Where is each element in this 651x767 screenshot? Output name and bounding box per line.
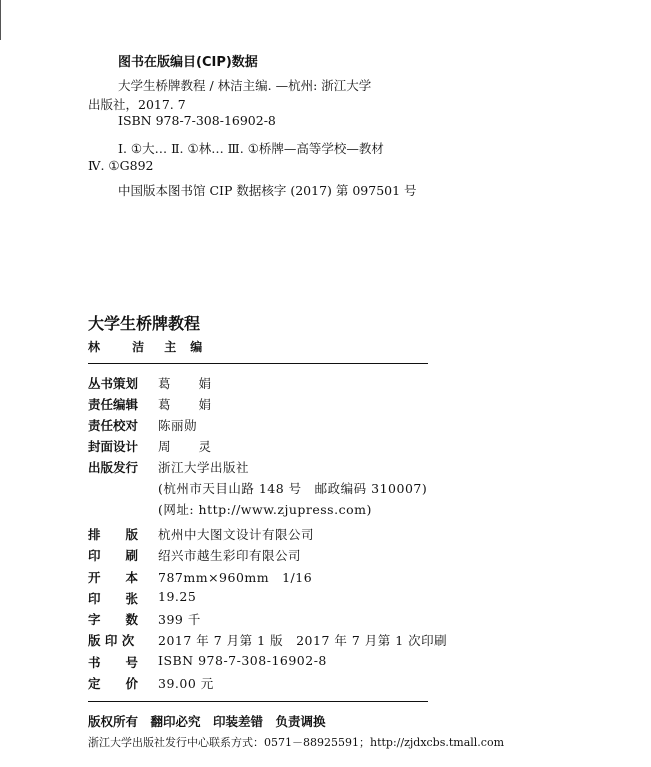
cip-publisher-line: 出版社，2017. 7 — [88, 97, 186, 112]
credit-label: 印 刷 — [88, 548, 139, 563]
credit-label: 责任编辑 — [88, 397, 139, 412]
cip-title-line: 大学生桥牌教程 / 林洁主编. —杭州: 浙江大学 — [118, 78, 372, 93]
credit-value: 葛 娟 — [158, 376, 223, 391]
cip-classification: Ⅳ. ①G892 — [88, 158, 154, 173]
credit-label: 书 号 — [88, 655, 139, 670]
cip-subjects: Ⅰ. ①大… Ⅱ. ①林… Ⅲ. ①桥牌—高等学校—教材 — [118, 141, 384, 156]
cip-record-number: 中国版本图书馆 CIP 数据核字 (2017) 第 097501 号 — [118, 183, 417, 198]
credit-label: 定 价 — [88, 676, 139, 691]
credit-label: 版 印 次 — [88, 633, 135, 648]
credit-label: 责任校对 — [88, 418, 139, 433]
credit-label: 出版发行 — [88, 460, 139, 475]
credit-value: 787mm×960mm 1/16 — [158, 570, 313, 585]
credit-value: 绍兴市越生彩印有限公司 — [158, 548, 302, 563]
credit-label: 开 本 — [88, 570, 139, 585]
cip-isbn: ISBN 978-7-308-16902-8 — [118, 113, 276, 128]
editor-name: 林 洁 — [88, 340, 159, 354]
credit-label: 印 张 — [88, 591, 139, 606]
credit-value: 葛 娟 — [158, 397, 223, 412]
page-corner-mark — [0, 0, 1, 40]
contact-info: 浙江大学出版社发行中心联系方式：0571－88925591；http://zjdxcbs.tmall.com — [88, 736, 505, 749]
credit-value: (杭州市天目山路 148 号 邮政编码 310007) — [158, 481, 428, 496]
credit-value: ISBN 978-7-308-16902-8 — [158, 653, 327, 668]
credit-value: 399 千 — [158, 612, 201, 627]
credit-value: 浙江大学出版社 — [158, 460, 250, 475]
credit-value: 周 灵 — [158, 439, 223, 454]
credit-value: 杭州中大图文设计有限公司 — [158, 527, 315, 542]
book-title: 大学生桥牌教程 — [88, 314, 201, 333]
credit-label: 封面设计 — [88, 439, 139, 454]
cip-heading: 图书在版编目(CIP)数据 — [118, 55, 258, 70]
bottom-rule — [88, 701, 428, 702]
editor-line — [88, 338, 216, 355]
credit-label: 排 版 — [88, 527, 139, 542]
rights-notice: 版权所有 翻印必究 印装差错 负责调换 — [88, 714, 326, 729]
editor-role: 主编 — [164, 340, 217, 354]
credit-value: 19.25 — [158, 589, 197, 604]
credit-value: 2017 年 7 月第 1 版 2017 年 7 月第 1 次印刷 — [158, 633, 448, 648]
credit-value: 陈丽勋 — [158, 418, 198, 433]
credit-label: 丛书策划 — [88, 376, 139, 391]
credit-value: 39.00 元 — [158, 676, 214, 691]
top-rule — [88, 363, 428, 364]
credit-label: 字 数 — [88, 612, 139, 627]
credit-value: (网址: http://www.zjupress.com) — [158, 502, 372, 517]
